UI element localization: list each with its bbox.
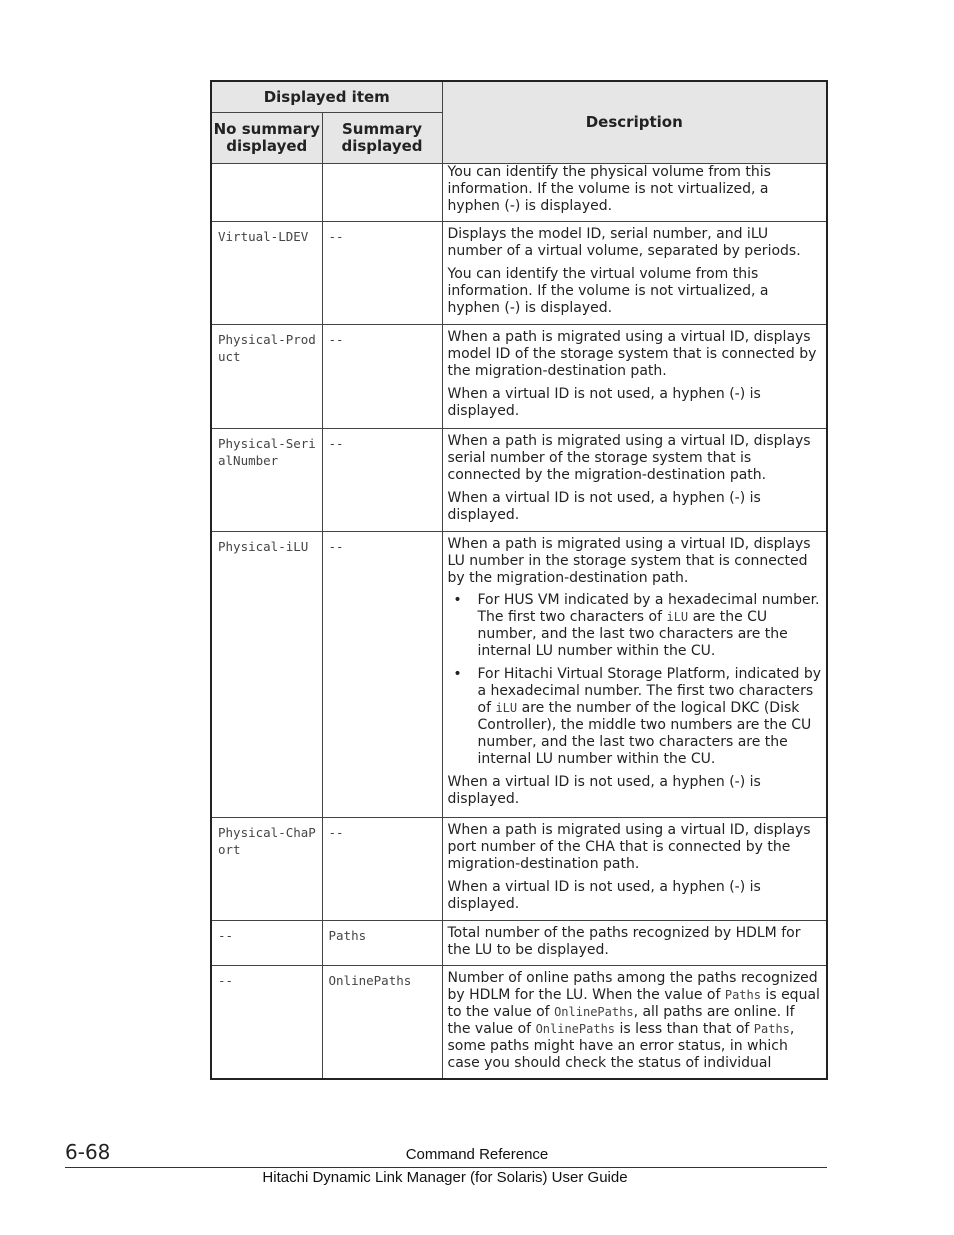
- description-text: When a virtual ID is not used, a hyphen (-) is displayed.: [447, 879, 761, 912]
- summary-cell: --: [328, 539, 344, 554]
- no-summary-cell: [212, 164, 322, 176]
- page-number: 6-68: [65, 1140, 111, 1164]
- description-text: When a virtual ID is not used, a hyphen (-) is displayed.: [447, 386, 761, 419]
- description-text: When a path is migrated using a virtual ID, displays port number of the CHA that is connected by the migration-destination path.: [447, 822, 811, 872]
- summary-cell: [323, 164, 442, 176]
- summary-cell: --: [328, 825, 344, 840]
- description-text: Number of online paths among the paths recognized by HDLM for the LU. When the value of Paths is equal to the value of OnlinePaths, all paths are online. If the value of OnlinePaths is less than that of Paths, some paths might have an error status, in which case you should check the status of individual: [447, 970, 820, 1071]
- table-row: [211, 921, 827, 966]
- table-row: [211, 966, 827, 1080]
- description-header: Description: [442, 81, 827, 164]
- description-text: Displays the model ID, serial number, and iLU number of a virtual volume, separated by periods.: [447, 226, 801, 259]
- section-title: Command Reference: [405, 1146, 549, 1163]
- bullet-icon: •: [453, 592, 462, 608]
- description-text: When a virtual ID is not used, a hyphen (-) is displayed.: [447, 490, 761, 523]
- no-summary-cell: --: [218, 928, 234, 943]
- summary-header: Summary displayed: [322, 113, 442, 164]
- description-text: Total number of the paths recognized by HDLM for the LU to be displayed.: [447, 925, 801, 958]
- summary-cell: --: [328, 332, 344, 347]
- book-title: Hitachi Dynamic Link Manager (for Solaris) User Guide: [262, 1169, 628, 1186]
- summary-cell: --: [328, 229, 344, 244]
- table-row: [211, 164, 827, 222]
- no-summary-cell: --: [218, 973, 234, 988]
- description-text: When a virtual ID is not used, a hyphen (-) is displayed.: [447, 774, 761, 807]
- description-text: You can identify the physical volume from this information. If the volume is not virtualized, a hyphen (-) is displayed.: [447, 164, 771, 214]
- no-summary-cell: Physical-SerialNumber: [218, 436, 316, 468]
- table-row: [211, 325, 827, 429]
- no-summary-cell: Physical-Product: [218, 332, 316, 364]
- description-text: When a path is migrated using a virtual ID, displays serial number of the storage system that is connected by the migration-destination path.: [447, 433, 811, 483]
- description-text: When a path is migrated using a virtual ID, displays LU number in the storage system that is connected by the migration-destination path.: [447, 536, 811, 586]
- table-row: [211, 429, 827, 532]
- bullet-icon: •: [453, 666, 462, 682]
- summary-cell: Paths: [328, 928, 367, 943]
- no-summary-header: No summary displayed: [211, 113, 322, 164]
- no-summary-cell: Physical-iLU: [218, 539, 309, 554]
- table-row: [211, 222, 827, 325]
- list-item: • For HUS VM indicated by a hexadecimal number. The first two characters of iLU are the CU number, and the last two characters are the internal LU number within the CU.: [478, 592, 823, 660]
- no-summary-cell: Physical-ChaPort: [218, 825, 316, 857]
- table-row: [211, 532, 827, 818]
- description-text: When a path is migrated using a virtual ID, displays model ID of the storage system that is connected by the migration-destination path.: [447, 329, 817, 379]
- list-item: • For Hitachi Virtual Storage Platform, indicated by a hexadecimal number. The first two characters of iLU are the number of the logical DKC (Disk Controller), the middle two numbers are the CU number, and the last two characters are the internal LU number within the CU.: [478, 666, 823, 768]
- summary-cell: OnlinePaths: [328, 973, 412, 988]
- reference-table: [210, 80, 828, 1080]
- bullet-list: [448, 592, 823, 768]
- header-row: [211, 81, 827, 113]
- displayed-item-header: Displayed item: [211, 81, 442, 113]
- table-row: [211, 818, 827, 921]
- footer-divider: [65, 1167, 827, 1168]
- no-summary-cell: Virtual-LDEV: [218, 229, 309, 244]
- summary-cell: --: [328, 436, 344, 451]
- description-text: You can identify the virtual volume from this information. If the volume is not virtualized, a hyphen (-) is displayed.: [447, 266, 769, 316]
